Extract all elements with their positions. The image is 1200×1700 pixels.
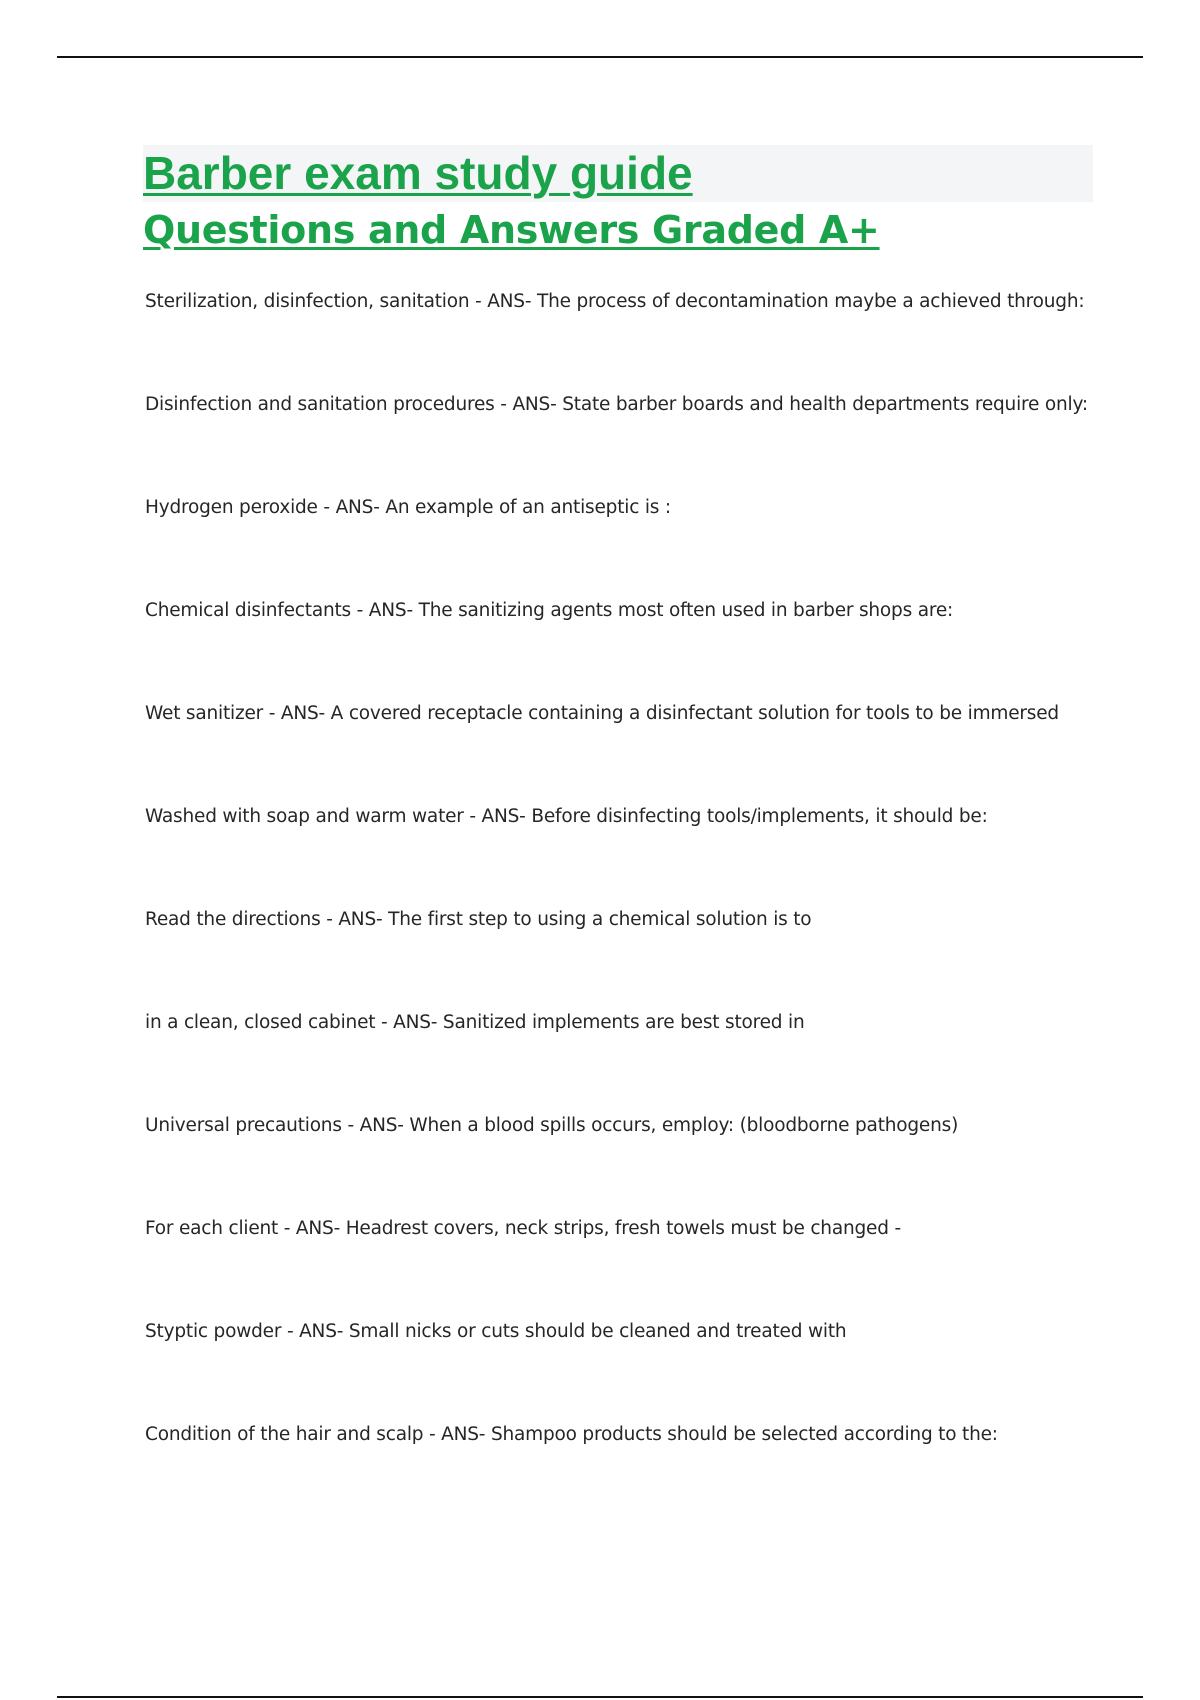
- document-header: [143, 145, 1093, 252]
- qa-item: Styptic powder - ANS- Small nicks or cuts should be cleaned and treated with: [145, 1321, 847, 1342]
- bottom-divider: [57, 1696, 1143, 1698]
- qa-item: Washed with soap and warm water - ANS- Before disinfecting tools/implements, it should be:: [145, 806, 988, 827]
- qa-item: Condition of the hair and scalp - ANS- Shampoo products should be selected according to the:: [145, 1424, 998, 1445]
- qa-item: Universal precautions - ANS- When a blood spills occurs, employ: (bloodborne pathogens): [145, 1115, 959, 1136]
- qa-item: Sterilization, disinfection, sanitation - ANS- The process of decontamination maybe a achieved through:: [145, 291, 1085, 312]
- document-title: Barber exam study guide: [143, 147, 693, 199]
- top-divider: [57, 56, 1143, 58]
- qa-item: Chemical disinfectants - ANS- The sanitizing agents most often used in barber shops are:: [145, 600, 954, 621]
- document-subtitle: Questions and Answers Graded A+: [143, 208, 880, 252]
- qa-list: [145, 285, 1145, 1521]
- qa-item: For each client - ANS- Headrest covers, neck strips, fresh towels must be changed -: [145, 1218, 901, 1239]
- qa-item: Disinfection and sanitation procedures - ANS- State barber boards and health departments require only:: [145, 394, 1088, 415]
- qa-item: Read the directions - ANS- The first step to using a chemical solution is to: [145, 909, 812, 930]
- qa-item: Hydrogen peroxide - ANS- An example of an antiseptic is :: [145, 497, 671, 518]
- qa-item: Wet sanitizer - ANS- A covered receptacle containing a disinfectant solution for tools to be immersed: [145, 703, 1059, 724]
- qa-item: in a clean, closed cabinet - ANS- Sanitized implements are best stored in: [145, 1012, 805, 1033]
